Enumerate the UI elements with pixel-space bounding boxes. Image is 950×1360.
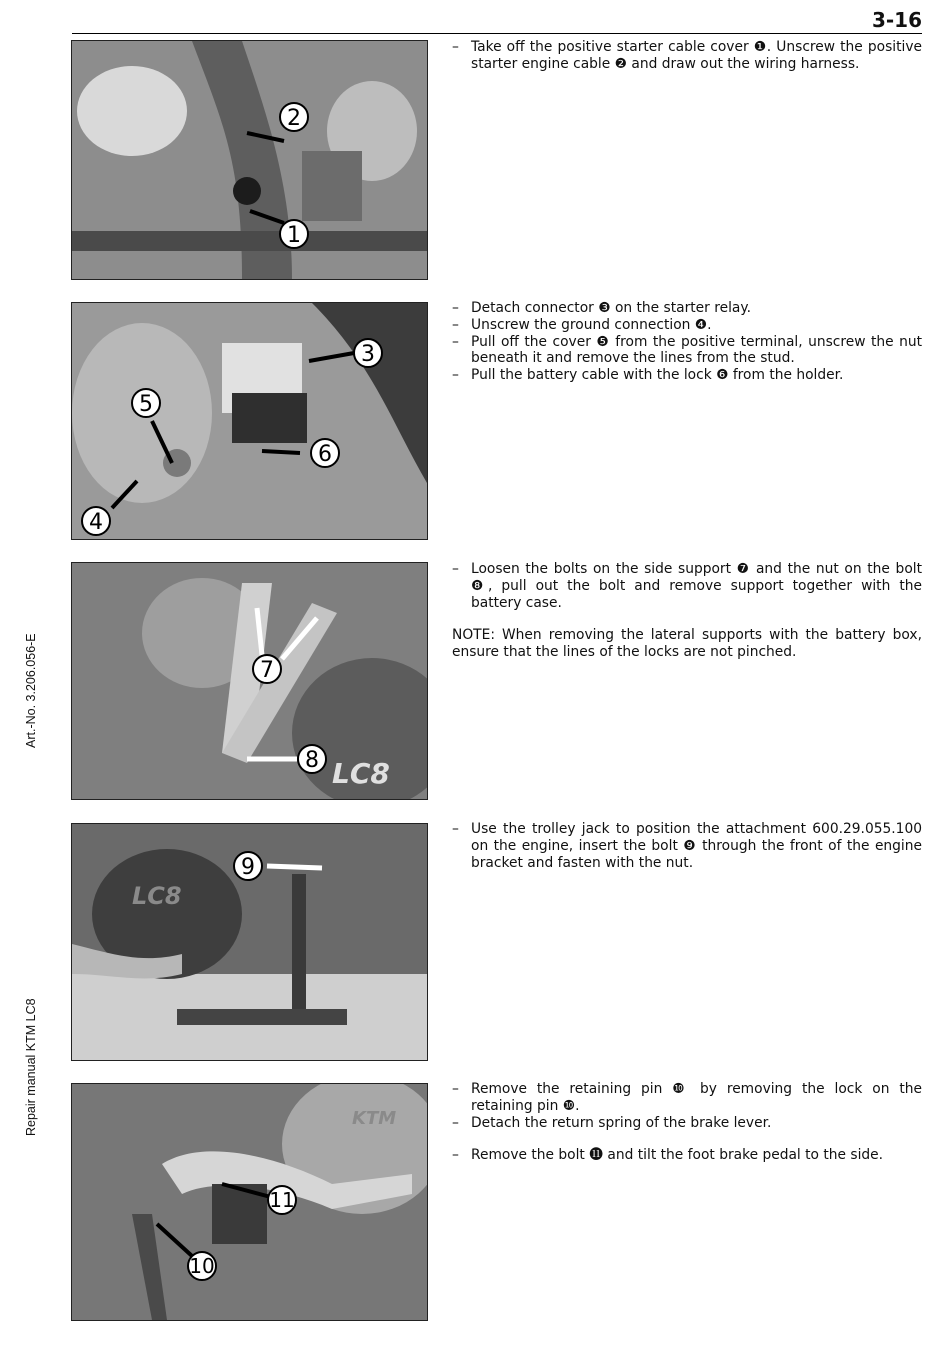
callout-11: 11 (269, 1188, 295, 1212)
photo-starter-relay-illustration (72, 303, 427, 539)
engine-badge: LC8 (132, 882, 182, 910)
callout-4: 4 (89, 510, 103, 535)
section-5-text (452, 1081, 922, 1164)
step: – Pull the battery cable with the lock ❻ from the holder. (452, 367, 922, 384)
photo-trolley-jack-illustration (72, 824, 427, 1060)
callout-6: 6 (318, 442, 332, 467)
section-2-text (452, 300, 922, 384)
header-rule (72, 33, 922, 34)
callout-2: 2 (287, 106, 301, 131)
step: – Remove the retaining pin ❿ by removing the lock on the retaining pin ❿. (452, 1081, 922, 1115)
photo-starter-relay (71, 302, 428, 540)
engine-badge: LC8 (332, 757, 390, 790)
callout-9: 9 (241, 855, 255, 880)
callout-3: 3 (361, 342, 375, 367)
callout-7: 7 (260, 658, 274, 683)
page-number: 3-16 (871, 8, 922, 32)
photo-starter-cable-illustration (72, 41, 427, 279)
manual-title: Repair manual KTM LC8 (24, 998, 38, 1136)
step: – Pull off the cover ❺ from the positive terminal, unscrew the nut beneath it and remove the lines from the stud. (452, 334, 922, 368)
photo-side-support (71, 562, 428, 800)
step: – Detach the return spring of the brake lever. (452, 1115, 922, 1132)
callout-8: 8 (305, 748, 319, 773)
photo-trolley-jack (71, 823, 428, 1061)
photo-brake-pedal-illustration (72, 1084, 427, 1320)
engine-badge: KTM (352, 1108, 397, 1129)
section-3-text (452, 561, 922, 661)
callout-10: 10 (189, 1254, 215, 1278)
spacer (452, 1131, 922, 1147)
note-text: NOTE: When removing the lateral supports with the battery box, ensure that the lines of the locks are not pinched. (452, 627, 922, 661)
article-number: Art.-No. 3.206.056-E (24, 633, 38, 748)
step: – Detach connector ❸ on the starter relay. (452, 300, 922, 317)
step: – Take off the positive starter cable cover ❶. Unscrew the positive starter engine cable ❷ and draw out the wiring harness. (452, 39, 922, 73)
callout-5: 5 (139, 392, 153, 417)
section-1-text (452, 39, 922, 73)
photo-brake-pedal (71, 1083, 428, 1321)
step: – Unscrew the ground connection ❹. (452, 317, 922, 334)
step: – Use the trolley jack to position the attachment 600.29.055.100 on the engine, insert the bolt ❾ through the front of the engine bracket and fasten with the nut. (452, 821, 922, 871)
photo-side-support-illustration (72, 563, 427, 799)
photo-starter-cable (71, 40, 428, 280)
step: – Loosen the bolts on the side support ❼ and the nut on the bolt ❽, pull out the bolt and remove support together with the battery case. (452, 561, 922, 611)
callout-1: 1 (287, 223, 301, 248)
step: – Remove the bolt ⓫ and tilt the foot brake pedal to the side. (452, 1147, 922, 1164)
section-4-text (452, 821, 922, 871)
